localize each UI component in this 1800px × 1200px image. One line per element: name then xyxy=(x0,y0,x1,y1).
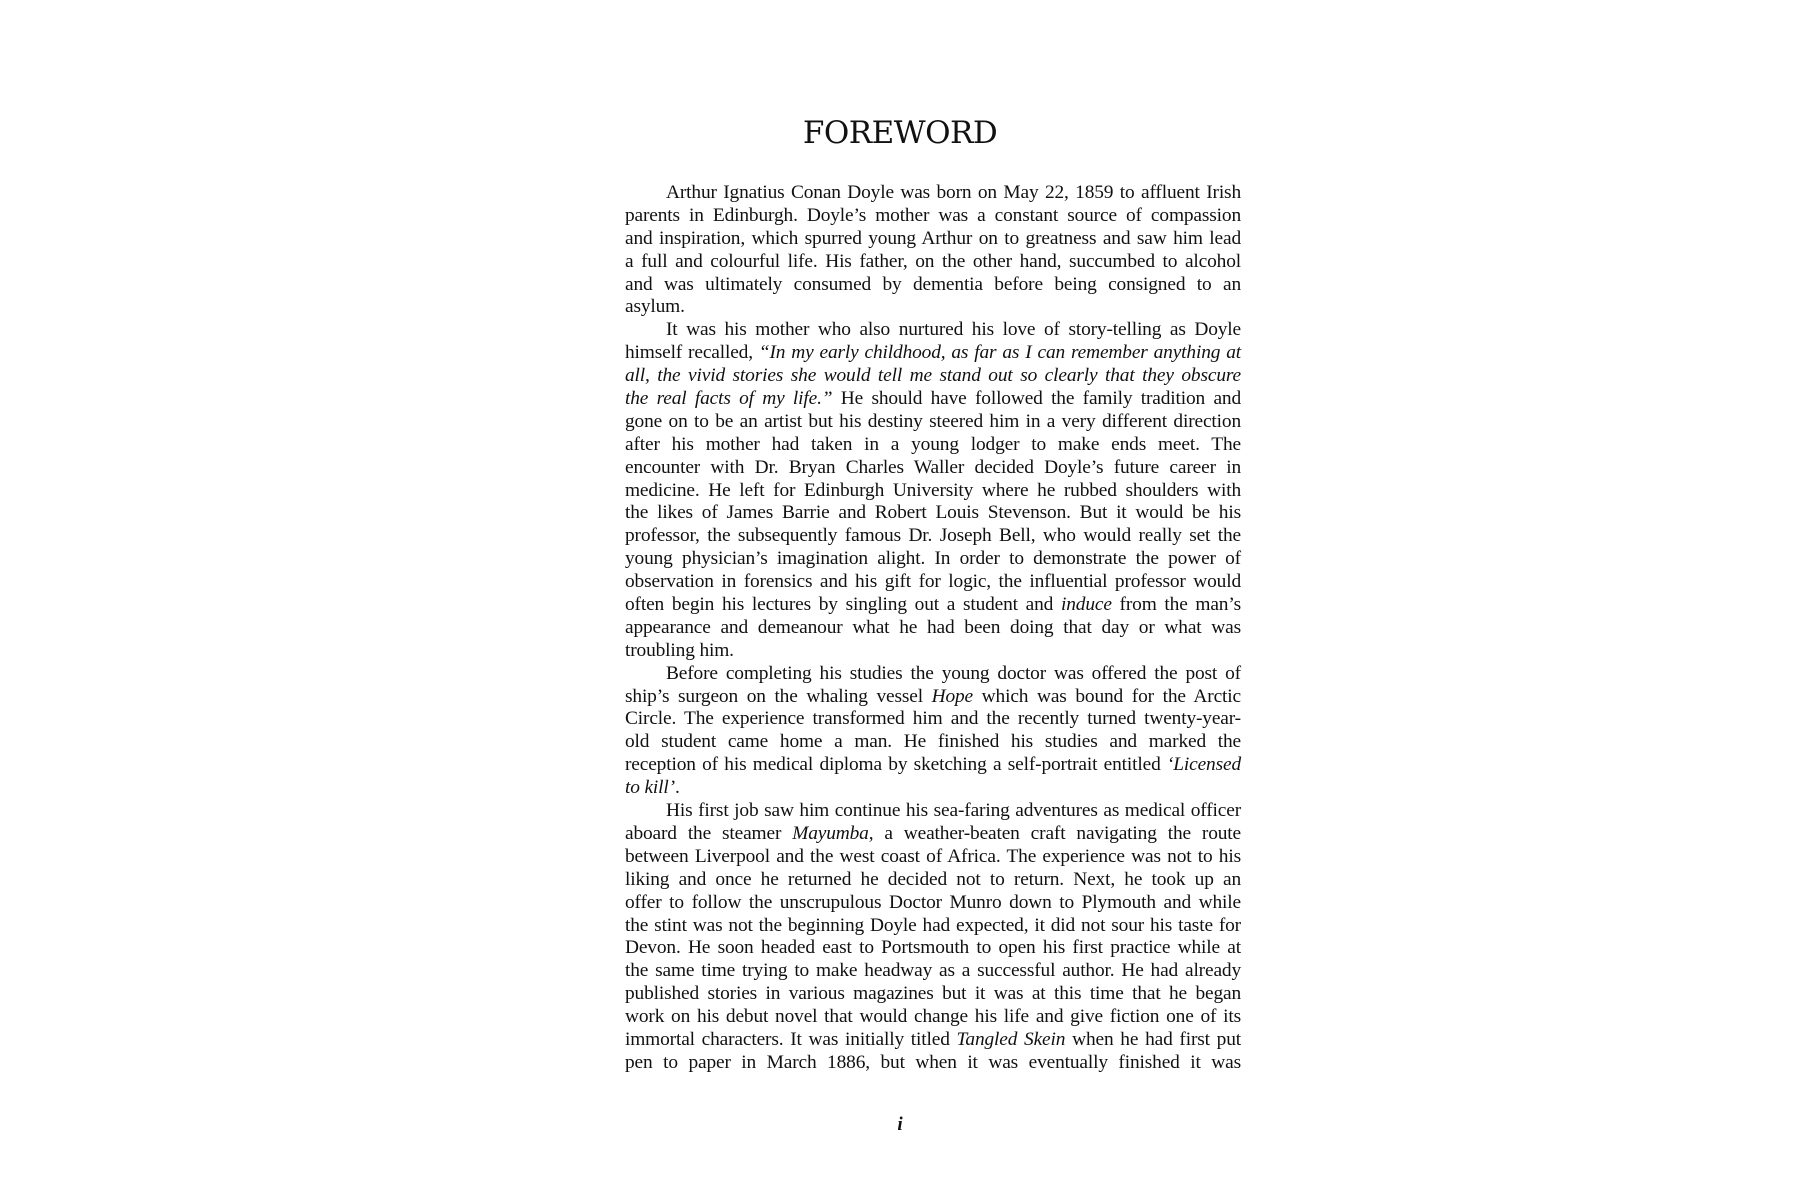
text-line xyxy=(625,983,1241,1006)
text-line xyxy=(625,342,1241,365)
text-line xyxy=(625,319,1241,342)
body-text xyxy=(625,182,1241,1075)
text-line xyxy=(625,708,1241,731)
text-line xyxy=(625,457,1241,480)
text-segment: professor, the subsequently famous Dr. Joseph Bell, who would really set the xyxy=(625,525,1241,547)
text-segment: liking and once he returned he decided not to return. Next, he took up an xyxy=(625,868,1241,890)
text-segment: young physician’s imagination alight. In order to demonstrate the power of xyxy=(625,548,1241,570)
text-line xyxy=(625,1052,1241,1075)
text-segment: appearance and demeanour what he had been doing that day or what was xyxy=(625,616,1241,638)
text-line xyxy=(625,1006,1241,1029)
paragraph xyxy=(625,800,1241,1075)
text-segment: He should have followed the family tradition and xyxy=(832,388,1241,410)
text-line xyxy=(625,800,1241,823)
text-segment: the stint was not the beginning Doyle had expected, it did not sour his taste for xyxy=(625,914,1241,936)
text-segment: parents in Edinburgh. Doyle’s mother was a constant source of compassion xyxy=(625,204,1241,226)
text-line xyxy=(625,274,1241,297)
italic-text: all, the vivid stories she would tell me stand out so clearly that they obscure xyxy=(625,365,1241,387)
italic-text: Tangled Skein xyxy=(956,1028,1066,1050)
text-segment: the same time trying to make headway as a successful author. He had already xyxy=(625,960,1241,982)
text-segment: It was his mother who also nurtured his love of story-telling as Doyle xyxy=(666,319,1241,341)
text-segment: from the man’s xyxy=(1111,594,1241,616)
text-segment: Devon. He soon headed east to Portsmouth to open his first practice while at xyxy=(625,937,1241,959)
text-line xyxy=(625,617,1241,640)
text-line xyxy=(625,915,1241,938)
text-line xyxy=(625,571,1241,594)
italic-text: to kill’ xyxy=(625,777,675,799)
text-segment: himself recalled, xyxy=(625,342,759,364)
text-segment: after his mother had taken in a young lodger to make ends meet. The xyxy=(625,433,1241,455)
text-line xyxy=(625,434,1241,457)
text-segment: often begin his lectures by singling out a student and xyxy=(625,594,1061,616)
page-title: FOREWORD xyxy=(802,115,998,151)
text-line xyxy=(625,1029,1241,1052)
text-segment: Arthur Ignatius Conan Doyle was born on May 22, 1859 to affluent Irish xyxy=(666,182,1241,203)
text-segment: when he had first put xyxy=(1065,1028,1241,1050)
text-line xyxy=(625,182,1241,205)
text-segment: ship’s surgeon on the whaling vessel xyxy=(625,685,932,707)
italic-text: Hope xyxy=(931,685,974,707)
text-line xyxy=(625,548,1241,571)
text-segment: His first job saw him continue his sea-faring adventures as medical officer xyxy=(666,800,1241,822)
text-line xyxy=(625,205,1241,228)
text-segment: reception of his medical diploma by sketching a self-portrait entitled xyxy=(625,754,1167,776)
text-line xyxy=(625,594,1241,617)
text-segment: the likes of James Barrie and Robert Louis Stevenson. But it would be his xyxy=(625,502,1241,524)
italic-text: “In my early childhood, as far as I can remember anything at xyxy=(758,342,1242,364)
page-number: i xyxy=(897,1114,903,1135)
text-line xyxy=(625,754,1241,777)
text-line xyxy=(625,731,1241,754)
text-segment: and inspiration, which spurred young Arthur on to greatness and saw him lead xyxy=(625,227,1241,249)
text-segment: Before completing his studies the young doctor was offered the post of xyxy=(666,662,1241,684)
text-line xyxy=(625,869,1241,892)
text-segment: a full and colourful life. His father, on the other hand, succumbed to alcohol xyxy=(625,250,1241,272)
text-line xyxy=(625,502,1241,525)
text-line xyxy=(625,846,1241,869)
text-line xyxy=(625,296,1241,319)
text-segment: old student came home a man. He finished his studies and marked the xyxy=(625,731,1241,753)
text-segment: and was ultimately consumed by dementia before being consigned to an xyxy=(625,273,1241,295)
text-segment: medicine. He left for Edinburgh University where he rubbed shoulders with xyxy=(625,479,1241,501)
text-line xyxy=(625,686,1241,709)
text-line xyxy=(625,937,1241,960)
text-segment: pen to paper in March 1886, but when it was eventually finished it was xyxy=(625,1051,1241,1073)
text-segment: , a weather-beaten craft navigating the route xyxy=(868,822,1241,844)
text-segment: published stories in various magazines but it was at this time that he began xyxy=(625,983,1241,1005)
paragraph xyxy=(625,663,1241,800)
text-segment: immortal characters. It was initially titled xyxy=(625,1028,957,1050)
paragraph xyxy=(625,182,1241,319)
text-line xyxy=(625,823,1241,846)
italic-text: induce xyxy=(1061,594,1112,616)
text-line xyxy=(625,892,1241,915)
text-segment: which was bound for the Arctic xyxy=(973,685,1241,707)
text-line xyxy=(625,365,1241,388)
text-segment: asylum. xyxy=(625,296,685,318)
text-line xyxy=(625,640,1241,663)
text-segment: . xyxy=(674,777,680,799)
text-line xyxy=(625,411,1241,434)
text-segment: troubling him. xyxy=(625,639,734,661)
text-line xyxy=(625,480,1241,503)
text-line xyxy=(625,777,1241,800)
text-segment: observation in forensics and his gift for logic, the influential professor would xyxy=(625,571,1241,593)
text-line xyxy=(625,525,1241,548)
text-segment: work on his debut novel that would change his life and give fiction one of its xyxy=(625,1006,1241,1028)
text-segment: aboard the steamer xyxy=(625,822,793,844)
text-line xyxy=(625,960,1241,983)
text-segment: offer to follow the unscrupulous Doctor Munro down to Plymouth and while xyxy=(625,891,1241,913)
paragraph xyxy=(625,319,1241,662)
italic-text: ‘Licensed xyxy=(1166,754,1241,776)
text-segment: gone on to be an artist but his destiny steered him in a very different direction xyxy=(625,410,1241,432)
italic-text: Mayumba xyxy=(792,822,869,844)
text-segment: between Liverpool and the west coast of Africa. The experience was not to his xyxy=(625,845,1241,867)
text-line xyxy=(625,228,1241,251)
text-line xyxy=(625,663,1241,686)
text-line xyxy=(625,388,1241,411)
text-line xyxy=(625,251,1241,274)
text-segment: encounter with Dr. Bryan Charles Waller decided Doyle’s future career in xyxy=(625,456,1241,478)
text-segment: Circle. The experience transformed him and the recently turned twenty-year- xyxy=(625,708,1241,730)
italic-text: the real facts of my life.” xyxy=(625,388,833,410)
